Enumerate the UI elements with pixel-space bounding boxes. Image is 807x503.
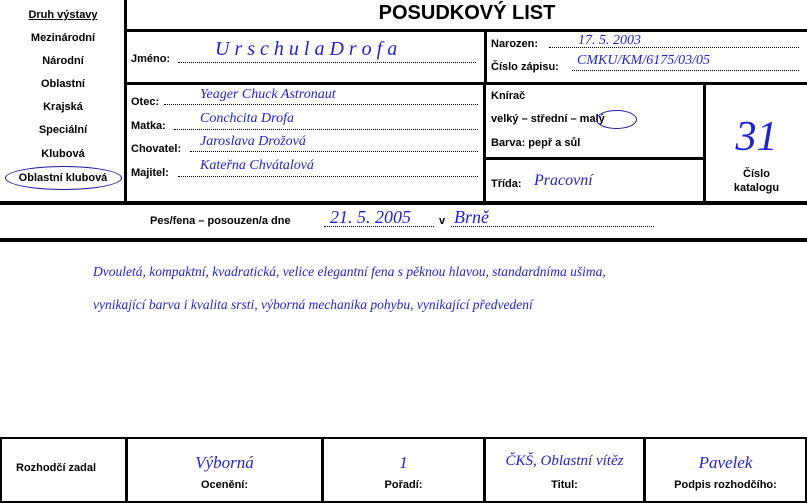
header-bottom-line xyxy=(0,201,807,205)
father-dotted-line xyxy=(164,104,478,105)
show-type-special: Speciální xyxy=(38,124,88,136)
judge-label: Rozhodčí zadal xyxy=(16,462,97,474)
signature-value: Pavelek xyxy=(698,453,753,472)
breed-size-options xyxy=(491,113,605,125)
birth-label: Narozen: xyxy=(491,38,539,50)
class-label: Třída: xyxy=(491,178,522,190)
owner-dotted-line xyxy=(178,176,478,177)
judged-prefix: Pes/fena – posouzen/a dne xyxy=(150,215,291,227)
breed-class-divider xyxy=(486,157,703,160)
parents-breed-divider xyxy=(483,85,486,203)
rating-value: Výborná xyxy=(195,453,254,472)
title-underline xyxy=(127,29,807,32)
description-line-1: Dvouletá, kompaktní, kvadratická, velice elegantní fena s pěknou hlavou, standardníma ušima, xyxy=(93,264,606,279)
breed-color: Barva: pepř a sůl xyxy=(491,137,581,149)
registry-value: CMKU/KM/6175/03/05 xyxy=(577,53,711,68)
placing-value: 1 xyxy=(399,453,408,472)
mother-dotted-line xyxy=(174,129,478,130)
selected-size-circle xyxy=(596,110,637,129)
judged-row-bottom xyxy=(0,238,807,242)
breed-size-prefix: velký – střední – xyxy=(491,113,577,125)
title-label: Titul: xyxy=(551,479,578,491)
catalog-label xyxy=(706,167,807,195)
signature-label: Podpis rozhodčího: xyxy=(674,479,777,491)
name-label: Jméno: xyxy=(131,53,171,65)
show-type-regional-club: Oblastní klubová xyxy=(18,172,108,184)
breed-name: Knírač xyxy=(491,90,526,102)
footer-table xyxy=(0,437,807,503)
catalog-number: 31 xyxy=(735,114,778,160)
breeder-dotted-line xyxy=(190,151,478,152)
birth-value: 17. 5. 2003 xyxy=(578,33,641,48)
owner-value: Kateřna Chvátalová xyxy=(200,158,314,173)
show-type-regional: Oblastní xyxy=(40,78,85,90)
judged-in-label: v xyxy=(439,215,446,227)
description-line-2: vynikající barva i kvalita srsti, výborná mechanika pohybu, vynikající předvedení xyxy=(93,297,533,312)
placing-label: Pořadí: xyxy=(384,479,423,491)
title-value: ČKŠ, Oblastní vítěz xyxy=(505,453,624,469)
show-type-national: Národní xyxy=(42,55,84,67)
father-label: Otec: xyxy=(131,96,160,108)
mother-label: Matka: xyxy=(131,120,166,132)
judged-place: Brně xyxy=(454,207,489,227)
judged-date: 21. 5. 2005 xyxy=(330,207,411,227)
owner-label: Majitel: xyxy=(131,167,169,179)
name-value: U r s c h u l a D r o f a xyxy=(215,38,398,60)
mother-value: Conchcita Drofa xyxy=(200,111,294,126)
catalog-label-line1: Číslo xyxy=(743,168,770,180)
footer-divider-3 xyxy=(483,439,486,501)
show-type-international: Mezinárodní xyxy=(30,32,96,44)
father-value: Yeager Chuck Astronaut xyxy=(200,87,336,102)
breed-size-selected: malý xyxy=(579,113,605,125)
rating-label: Ocenění: xyxy=(200,479,249,491)
registry-label: Číslo zápisu: xyxy=(491,61,559,73)
class-value: Pracovní xyxy=(534,172,593,189)
page-title: POSUDKOVÝ LIST xyxy=(378,2,556,24)
registry-dotted-line xyxy=(572,70,799,71)
breeder-value: Jaroslava Drožová xyxy=(200,134,306,149)
catalog-label-line2: katalogu xyxy=(733,182,780,194)
show-type-club: Klubová xyxy=(41,148,85,160)
show-type-heading: Druh výstavy xyxy=(28,9,98,21)
name-dotted-line xyxy=(178,62,476,63)
selected-show-type-circle xyxy=(5,166,122,190)
breeder-label: Chovatel: xyxy=(131,143,182,155)
name-birth-divider xyxy=(484,32,487,82)
show-type-county: Krajská xyxy=(43,101,83,113)
